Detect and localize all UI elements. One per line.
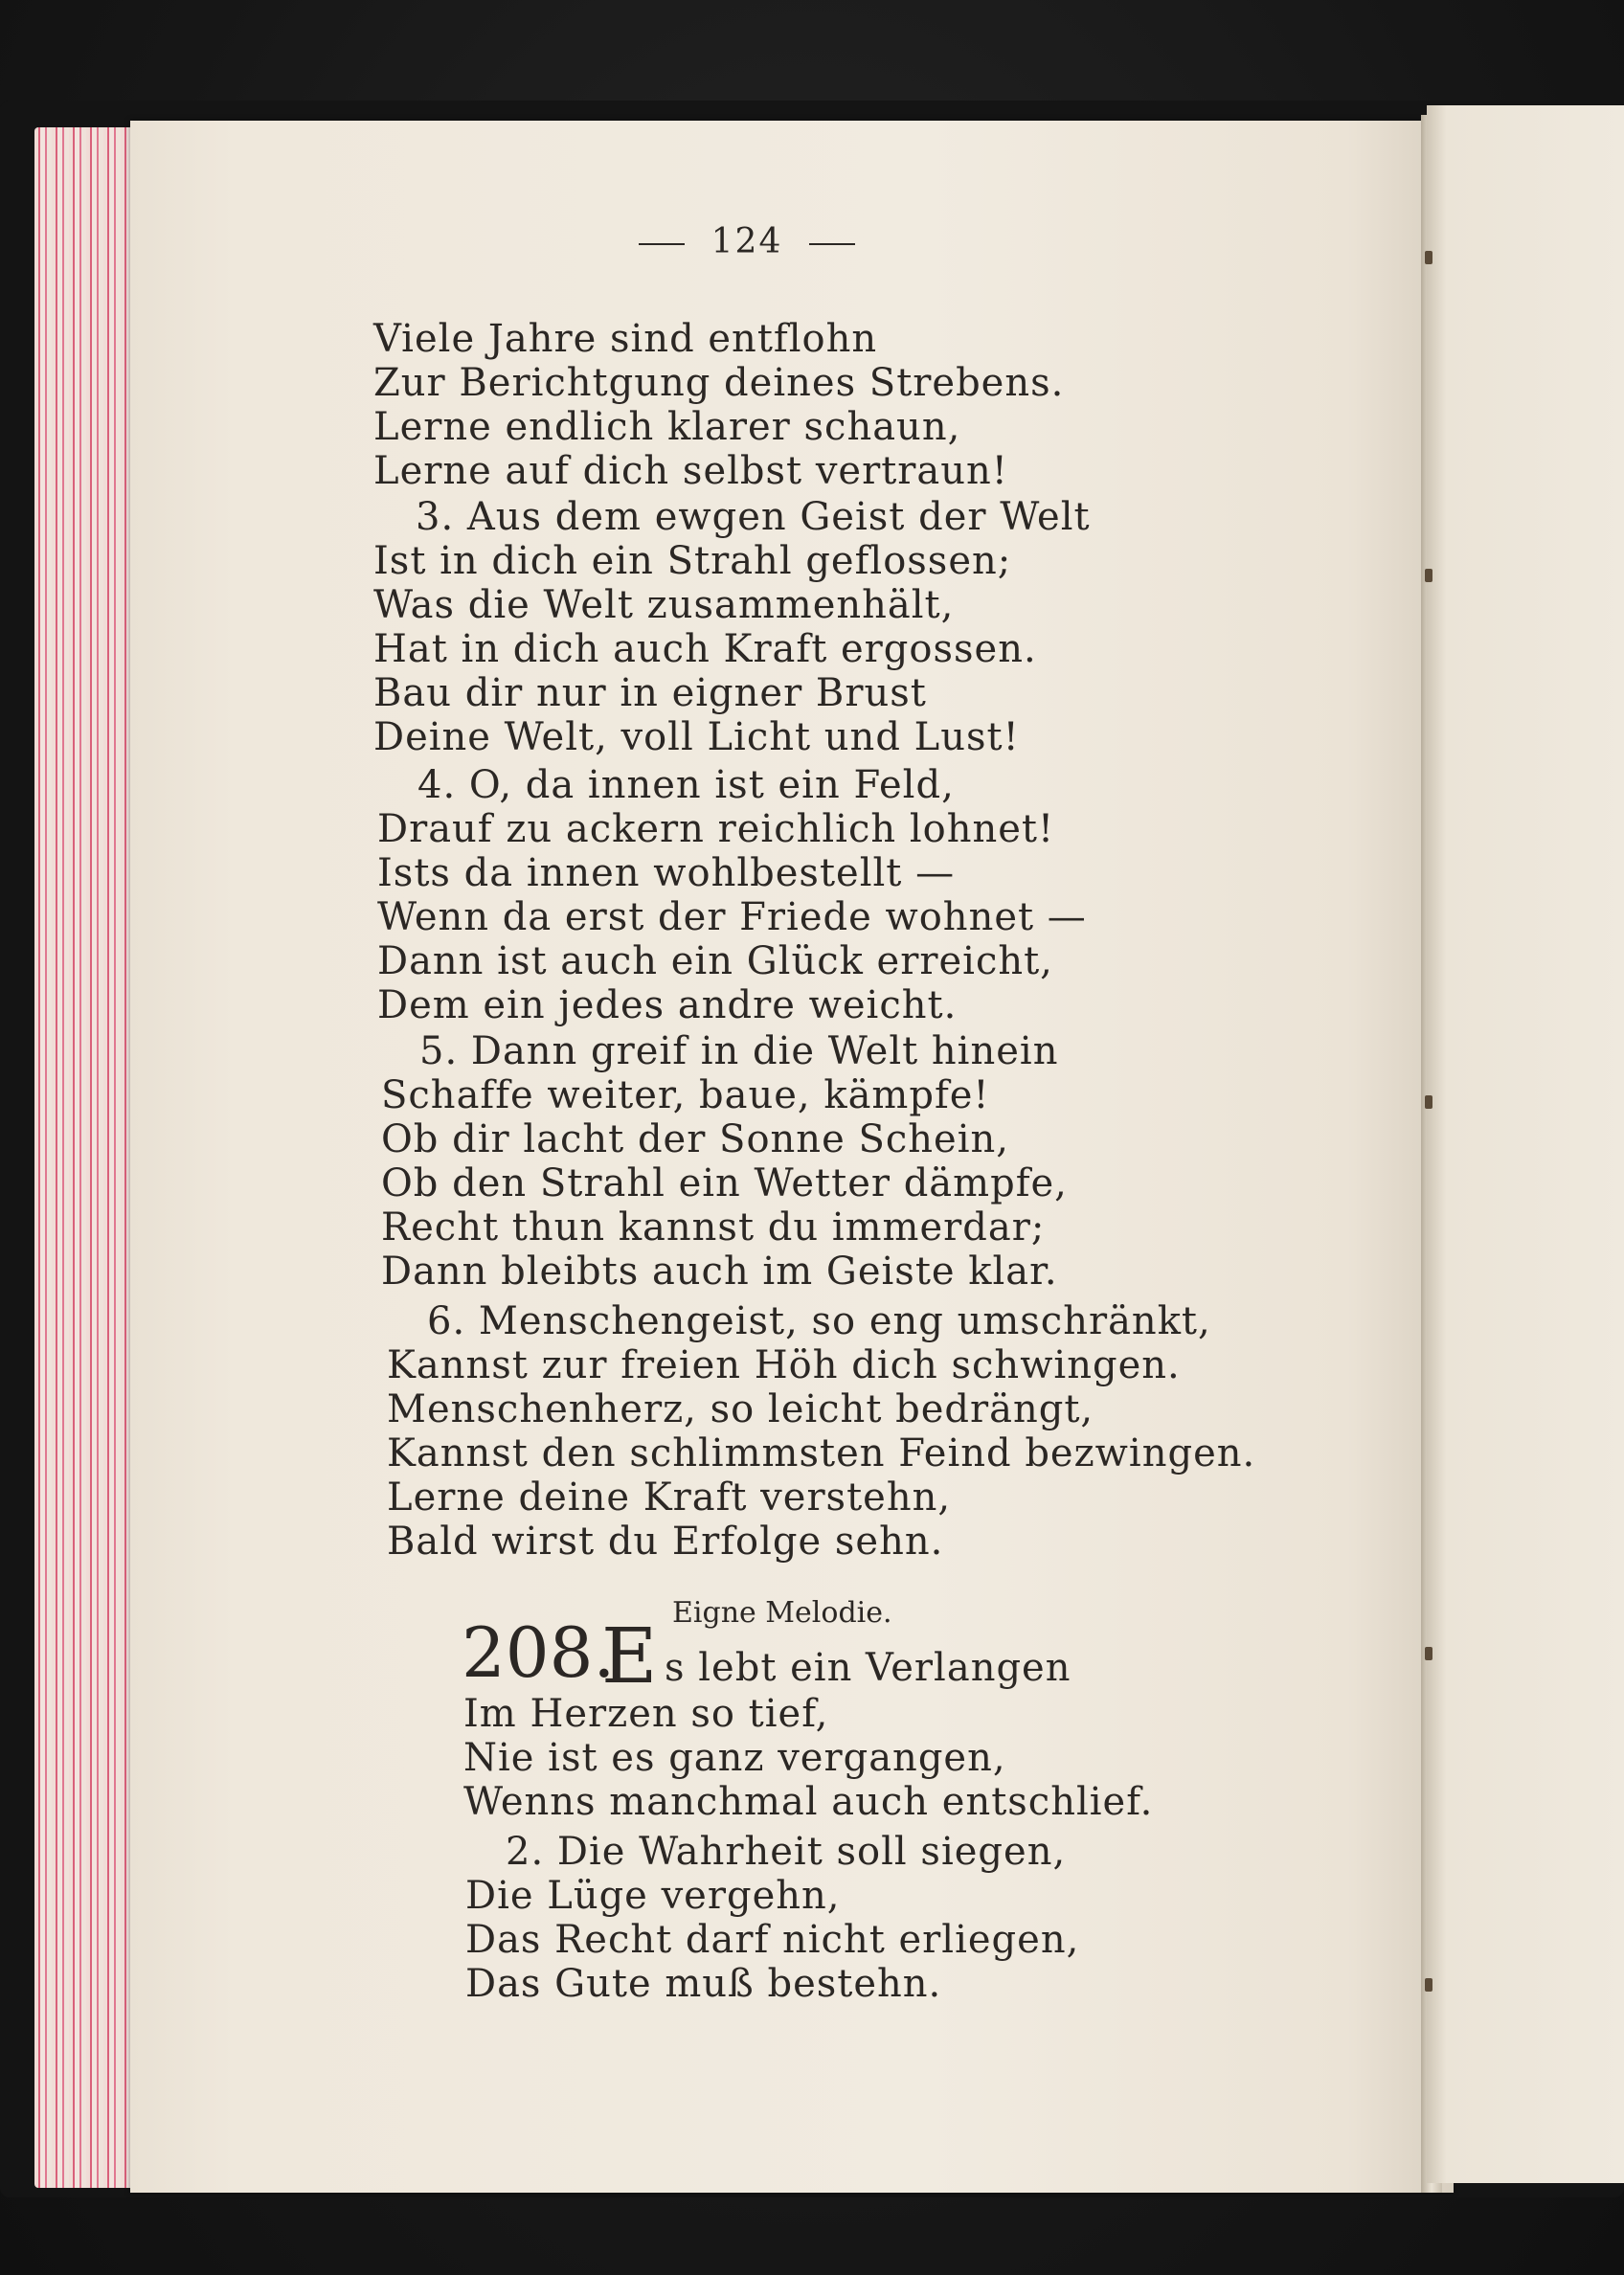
verse-line: Menschenherz, so leicht bedrängt, [387, 1387, 1094, 1431]
verse-line: Im Herzen so tief, [463, 1692, 829, 1736]
verse-line: Was die Welt zusammenhält, [373, 583, 955, 627]
binding-stitch [1425, 1095, 1432, 1109]
verse-line: Bald wirst du Erfolge sehn. [387, 1520, 944, 1564]
verse-line: Das Recht darf nicht erliegen, [465, 1918, 1080, 1962]
drop-cap: E [601, 1611, 658, 1701]
dash-right [809, 243, 855, 245]
verse-line: 2. Die Wahrheit soll siegen, [506, 1830, 1067, 1874]
verse-line: Drauf zu ackern reichlich lohnet! [377, 807, 1055, 851]
dash-left [639, 243, 685, 245]
verse-line: Lerne endlich klarer schaun, [373, 405, 961, 449]
binding-stitch [1425, 1978, 1432, 1992]
verse-line: Hat in dich auch Kraft ergossen. [373, 627, 1037, 671]
verse-line: Kannst den schlimmsten Feind bezwingen. [387, 1431, 1256, 1475]
binding-stitch [1425, 1647, 1432, 1660]
verse-line: 5. Dann greif in die Welt hinein [419, 1029, 1059, 1073]
verse-line: Das Gute muß bestehn. [465, 1962, 942, 2006]
verse-line: Ob dir lacht der Sonne Schein, [381, 1117, 1009, 1161]
verse-line: Ists da innen wohlbestellt — [377, 851, 956, 895]
verse-line: Dann bleibts auch im Geiste klar. [381, 1250, 1058, 1294]
verse-line: Lerne deine Kraft verstehn, [387, 1475, 952, 1520]
verse-line: Deine Welt, voll Licht und Lust! [373, 715, 1020, 759]
verse-line: Recht thun kannst du immerdar; [381, 1205, 1046, 1250]
verse-line: s lebt ein Verlangen [665, 1646, 1071, 1690]
melody-note: Eigne Melodie. [672, 1596, 892, 1630]
verse-line: Die Lüge vergehn, [465, 1874, 841, 1918]
verse-line: 3. Aus dem ewgen Geist der Welt [416, 495, 1091, 539]
verse-line: Kannst zur freien Höh dich schwingen. [387, 1343, 1181, 1387]
verse-line: Ist in dich ein Strahl geflossen; [373, 539, 1012, 583]
verse-line: Schaffe weiter, baue, kämpfe! [381, 1073, 990, 1117]
right-page [1427, 105, 1624, 2183]
verse-line: Bau dir nur in eigner Brust [373, 671, 927, 715]
verse-line: Nie ist es ganz vergangen, [463, 1736, 1006, 1780]
verse-line: Wenn da erst der Friede wohnet — [377, 895, 1087, 939]
binding-stitch [1425, 569, 1432, 582]
verse-line: Dann ist auch ein Glück erreicht, [377, 939, 1053, 983]
hymn-number: 208. [462, 1612, 616, 1693]
verse-line: Viele Jahre sind entflohn [373, 317, 878, 361]
verse-line: Lerne auf dich selbst vertraun! [373, 449, 1008, 493]
verse-line: Zur Berichtgung deines Strebens. [373, 361, 1065, 405]
page-number: 124 [0, 222, 1494, 261]
verse-line: 6. Menschengeist, so eng umschränkt, [427, 1299, 1211, 1343]
verse-line: Ob den Strahl ein Wetter dämpfe, [381, 1161, 1068, 1205]
verse-line: Dem ein jedes andre weicht. [377, 983, 958, 1027]
verse-line: 4. O, da innen ist ein Feld, [417, 763, 955, 807]
verse-line: Wenns manchmal auch entschlief. [463, 1780, 1154, 1824]
